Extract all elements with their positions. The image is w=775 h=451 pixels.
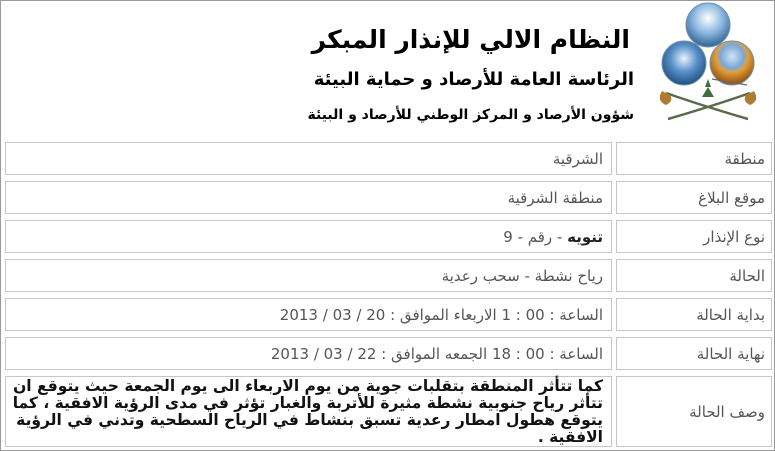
- warning-type-strong: تنويه: [567, 227, 603, 246]
- warning-type-label: نوع الإنذار: [616, 220, 772, 253]
- region-label: منطقة: [616, 142, 772, 175]
- description-value: كما تتأثر المنطقة بتقلبات جوية من يوم الاربعاء الى يوم الجمعة حيث يتوقع ان تتأثر رياح جنوبية نشطة مثيرة للأتربة والغبار تؤثر في مدى الرؤية الافقية ، كما يتوقع هطول امطار رعدية تسبق بنشاط في الرياح السطحية وتدني في الرؤية الافقية .: [5, 376, 612, 447]
- report-location-value: منطقة الشرقية: [5, 181, 612, 214]
- header-text: [307, 1, 634, 139]
- end-value: الساعة : 00 : 18 الجمعه الموافق : 22 / 03 / 2013: [5, 337, 612, 370]
- status-label: الحالة: [616, 259, 772, 292]
- header: [1, 1, 774, 139]
- table-row-end: [1, 334, 774, 373]
- start-label: بداية الحالة: [616, 298, 772, 331]
- warning-type-value: [5, 220, 612, 253]
- table-row-region: [1, 139, 774, 178]
- warning-type-number: - رقم - 9: [503, 227, 568, 246]
- description-label: وصف الحالة: [616, 376, 772, 447]
- table-row-description: [1, 373, 774, 450]
- report-location-label: موقع البلاغ: [616, 181, 772, 214]
- table-row-start: [1, 295, 774, 334]
- status-value: رياح نشطة - سحب رعدية: [5, 259, 612, 292]
- start-value: الساعة : 00 : 1 الاربعاء الموافق : 20 / 03 / 2013: [5, 298, 612, 331]
- organization-name: الرئاسة العامة للأرصاد و حماية البيئة: [313, 69, 634, 90]
- end-label: نهاية الحالة: [616, 337, 772, 370]
- region-value: الشرقية: [5, 142, 612, 175]
- table-row-status: [1, 256, 774, 295]
- organization-logo: [652, 1, 764, 135]
- department-name: شؤون الأرصاد و المركز الوطني للأرصاد و البيئة: [307, 107, 634, 123]
- table-row-report-location: [1, 178, 774, 217]
- table-row-warning-type: [1, 217, 774, 256]
- page-title: النظام الالي للإنذار المبكر: [311, 25, 630, 54]
